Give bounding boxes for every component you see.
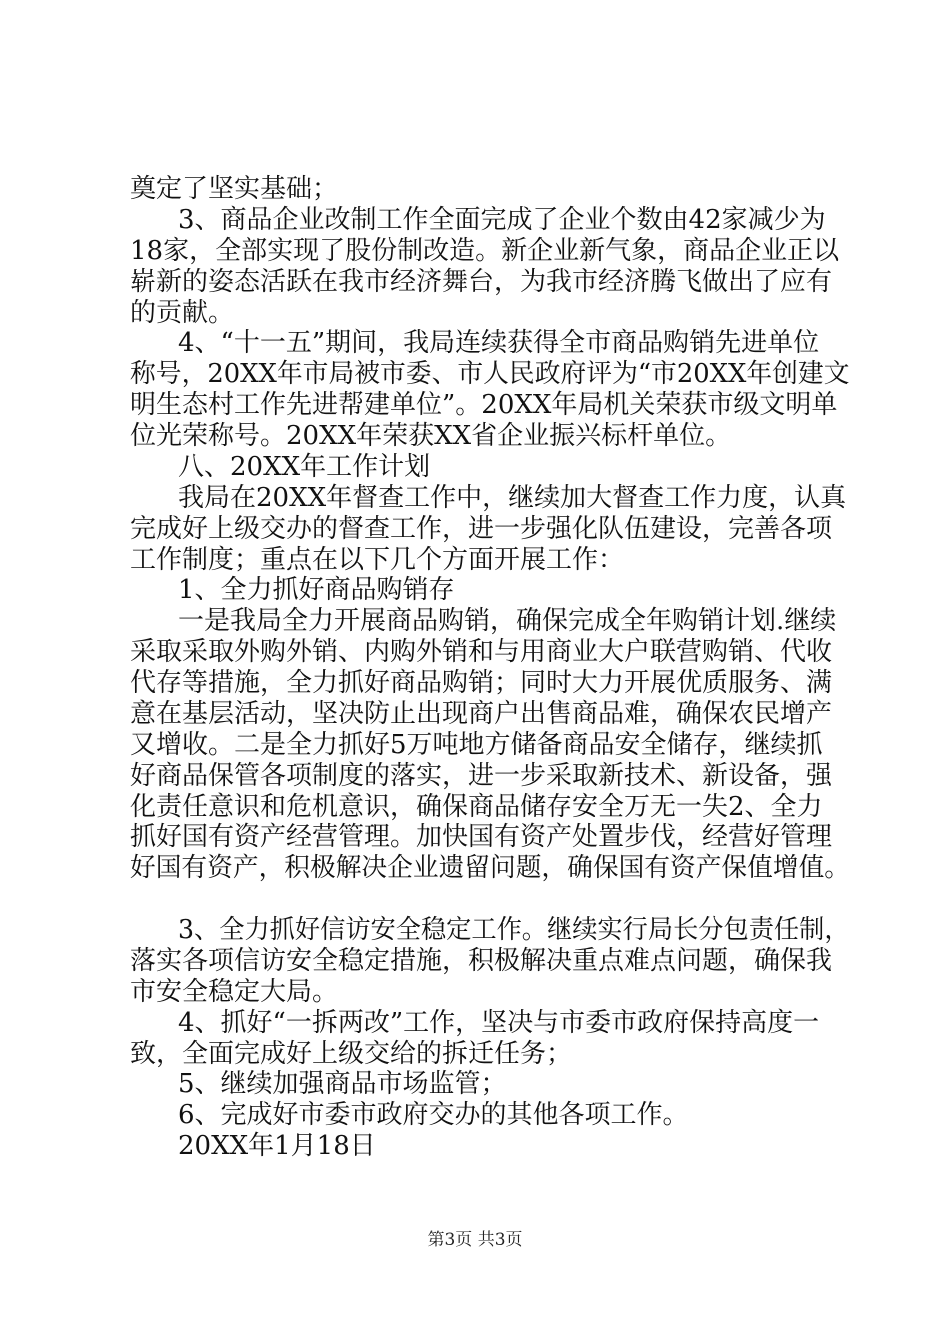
body-line: 抓好国有资产经营管理。加快国有资产处置步伐，经营好管理 [130,822,833,852]
body-line: 崭新的姿态活跃在我市经济舞台，为我市经济腾飞做出了应有 [130,267,833,297]
page-footer: 第3页 共3页 [427,1230,523,1250]
body-line: 又增收。二是全力抓好5万吨地方储备商品安全储存，继续抓 [130,730,823,760]
body-line: 18家，全部实现了股份制改造。新企业新气象，商品企业正以 [130,236,840,266]
subsection-heading: 1、全力抓好商品购销存 [178,575,455,605]
body-line: 落实各项信访安全稳定措施，积极解决重点难点问题，确保我 [130,946,833,976]
document-date: 20XX年1月18日 [178,1131,376,1161]
body-line: 意在基层活动，坚决防止出现商户出售商品难，确保农民增产 [130,699,833,729]
body-line: 市安全稳定大局。 [130,977,339,1007]
body-line: 4、“十一五”期间，我局连续获得全市商品购销先进单位 [178,328,820,358]
body-line: 代存等措施，全力抓好商品购销；同时大力开展优质服务、满 [130,668,833,698]
body-line: 致，全面完成好上级交给的拆迁任务； [130,1039,573,1069]
body-line: 化责任意识和危机意识，确保商品储存安全万无一失2、全力 [130,792,823,822]
body-line: 工作制度；重点在以下几个方面开展工作： [130,545,625,575]
body-line: 4、抓好“一拆两改”工作，坚决与市委市政府保持高度一 [178,1008,820,1038]
section-heading: 八、20XX年工作计划 [178,452,431,482]
body-line: 明生态村工作先进帮建单位”。20XX年局机关荣获市级文明单 [130,390,838,420]
body-line: 6、完成好市委市政府交办的其他各项工作。 [178,1100,689,1130]
body-line: 5、继续加强商品市场监管； [178,1069,507,1099]
body-line: 一是我局全力开展商品购销，确保完成全年购销计划.继续 [178,606,837,636]
body-line: 采取采取外购外销、内购外销和与用商业大户联营购销、代收 [130,637,833,667]
body-line: 位光荣称号。20XX年荣获XX省企业振兴标杆单位。 [130,421,732,451]
body-line: 3、全力抓好信访安全稳定工作。继续实行局长分包责任制， [178,915,850,945]
body-line: 好国有资产，积极解决企业遗留问题，确保国有资产保值增值。 [130,853,851,883]
body-line: 的贡献。 [130,298,235,328]
body-line: 称号，20XX年市局被市委、市人民政府评为“市20XX年创建文 [130,359,850,389]
body-line: 完成好上级交办的督查工作，进一步强化队伍建设，完善各项 [130,514,833,544]
body-line: 我局在20XX年督查工作中，继续加大督查工作力度，认真 [178,483,847,513]
body-line: 好商品保管各项制度的落实，进一步采取新技术、新设备，强 [130,761,833,791]
body-line: 奠定了坚实基础； [130,174,339,204]
body-line: 3、商品企业改制工作全面完成了企业个数由42家减少为 [178,205,826,235]
